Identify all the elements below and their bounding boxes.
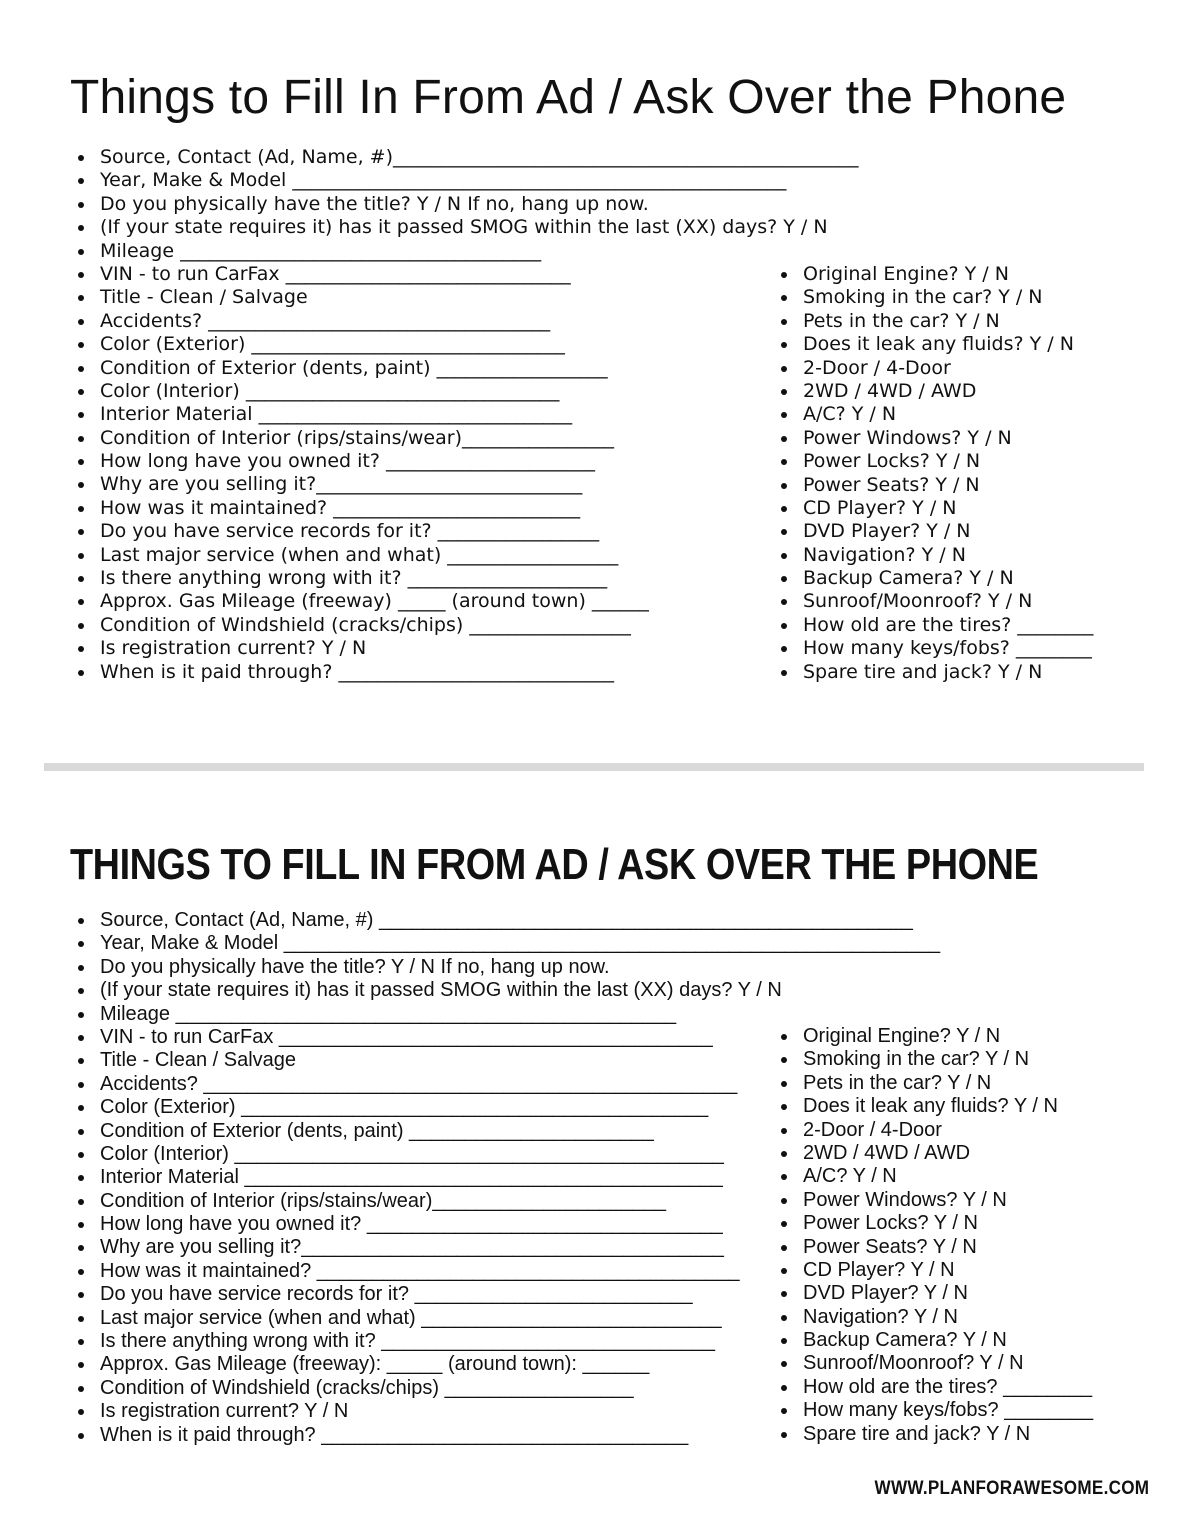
- checklist-item: CD Player? Y / N: [773, 1259, 1093, 1282]
- checklist-item: Does it leak any fluids? Y / N: [773, 333, 1093, 356]
- checklist-item: Spare tire and jack? Y / N: [773, 1423, 1093, 1446]
- checklist-item: Do you have service records for it? _________________: [70, 520, 858, 543]
- checklist-item: Color (Interior) ____________________________________________: [70, 1143, 940, 1166]
- checklist-item: Do you have service records for it? _________________________: [70, 1283, 940, 1306]
- checklist-item: 2-Door / 4-Door: [773, 1119, 1093, 1142]
- checklist-item: How was it maintained? ______________________________________: [70, 1260, 940, 1283]
- checklist-item: Power Locks? Y / N: [773, 1212, 1093, 1235]
- checklist-item: Spare tire and jack? Y / N: [773, 661, 1093, 684]
- checklist-item: Pets in the car? Y / N: [773, 1072, 1093, 1095]
- section-2-title: THINGS TO FILL IN FROM AD / ASK OVER THE PHONE: [70, 840, 1039, 889]
- checklist-item: Power Windows? Y / N: [773, 427, 1093, 450]
- checklist-item: Pets in the car? Y / N: [773, 310, 1093, 333]
- checklist-item: How long have you owned it? ______________________: [70, 450, 858, 473]
- checklist-item: When is it paid through? _________________________________: [70, 1424, 940, 1447]
- checklist-item: Condition of Exterior (dents, paint) ______________________: [70, 1120, 940, 1143]
- checklist-item: Condition of Interior (rips/stains/wear)_____________________: [70, 1190, 940, 1213]
- checklist-item: Navigation? Y / N: [773, 544, 1093, 567]
- checklist-item: Source, Contact (Ad, Name, #) ________________________________________________: [70, 909, 940, 932]
- checklist-item: Sunroof/Moonroof? Y / N: [773, 1352, 1093, 1375]
- checklist-item: Color (Exterior) _________________________________: [70, 333, 858, 356]
- checklist-item: Do you physically have the title? Y / N If no, hang up now.: [70, 956, 940, 979]
- checklist-item: Sunroof/Moonroof? Y / N: [773, 590, 1093, 613]
- checklist-item: How old are the tires? ________: [773, 1376, 1093, 1399]
- checklist-item: Mileage _____________________________________________: [70, 1003, 940, 1026]
- checklist-item: A/C? Y / N: [773, 403, 1093, 426]
- checklist-item: How was it maintained? __________________________: [70, 497, 858, 520]
- checklist-item: Interior Material _________________________________: [70, 403, 858, 426]
- section-divider: [44, 763, 1144, 771]
- checklist-item: Original Engine? Y / N: [773, 263, 1093, 286]
- checklist-item: Power Windows? Y / N: [773, 1189, 1093, 1212]
- checklist-item: Smoking in the car? Y / N: [773, 1048, 1093, 1071]
- checklist-item: Condition of Windshield (cracks/chips) _________________: [70, 1377, 940, 1400]
- checklist-item: Backup Camera? Y / N: [773, 1329, 1093, 1352]
- checklist-item: Backup Camera? Y / N: [773, 567, 1093, 590]
- checklist-item: Do you physically have the title? Y / N If no, hang up now.: [70, 193, 858, 216]
- section-2-right-list: [773, 1025, 1093, 1446]
- checklist-item: Source, Contact (Ad, Name, #)_________________________________________________: [70, 146, 858, 169]
- checklist-item: CD Player? Y / N: [773, 497, 1093, 520]
- checklist-item: DVD Player? Y / N: [773, 520, 1093, 543]
- checklist-item: How long have you owned it? ________________________________: [70, 1213, 940, 1236]
- checklist-item: Why are you selling it?______________________________________: [70, 1236, 940, 1259]
- checklist-item: Accidents? ____________________________________: [70, 310, 858, 333]
- checklist-item: A/C? Y / N: [773, 1165, 1093, 1188]
- checklist-item: 2WD / 4WD / AWD: [773, 380, 1093, 403]
- checklist-item: Does it leak any fluids? Y / N: [773, 1095, 1093, 1118]
- checklist-item: 2WD / 4WD / AWD: [773, 1142, 1093, 1165]
- checklist-item: Color (Exterior) __________________________________________: [70, 1096, 940, 1119]
- section-1-right-list: [773, 263, 1093, 684]
- checklist-item: Power Seats? Y / N: [773, 474, 1093, 497]
- checklist-item: Condition of Interior (rips/stains/wear)________________: [70, 427, 858, 450]
- checklist-item: Approx. Gas Mileage (freeway): _____ (around town): ______: [70, 1353, 940, 1376]
- checklist-item: Year, Make & Model ____________________________________________________: [70, 169, 858, 192]
- checklist-item: VIN - to run CarFax ______________________________: [70, 263, 858, 286]
- checklist-item: Why are you selling it?____________________________: [70, 473, 858, 496]
- checklist-item: Title - Clean / Salvage: [70, 286, 858, 309]
- checklist-item: Condition of Exterior (dents, paint) __________________: [70, 357, 858, 380]
- checklist-item: Power Locks? Y / N: [773, 450, 1093, 473]
- checklist-item: Is registration current? Y / N: [70, 637, 858, 660]
- checklist-item: (If your state requires it) has it passed SMOG within the last (XX) days? Y / N: [70, 979, 940, 1002]
- checklist-item: Color (Interior) _________________________________: [70, 380, 858, 403]
- footer-url: WWW.PLANFORAWESOME.COM: [874, 1478, 1149, 1499]
- checklist-item: (If your state requires it) has it passed SMOG within the last (XX) days? Y / N: [70, 216, 858, 239]
- checklist-item: Title - Clean / Salvage: [70, 1049, 940, 1072]
- checklist-item: Accidents? ________________________________________________: [70, 1073, 940, 1096]
- checklist-item: DVD Player? Y / N: [773, 1282, 1093, 1305]
- checklist-item: Condition of Windshield (cracks/chips) _________________: [70, 614, 858, 637]
- checklist-item: Is there anything wrong with it? _____________________: [70, 567, 858, 590]
- section-1-title: Things to Fill In From Ad / Ask Over the Phone: [70, 71, 1067, 124]
- checklist-item: Interior Material ___________________________________________: [70, 1166, 940, 1189]
- checklist-item: Mileage ______________________________________: [70, 240, 858, 263]
- checklist-item: When is it paid through? _____________________________: [70, 661, 858, 684]
- checklist-item: Is registration current? Y / N: [70, 1400, 940, 1423]
- checklist-item: Approx. Gas Mileage (freeway) _____ (around town) ______: [70, 590, 858, 613]
- checklist-item: Power Seats? Y / N: [773, 1236, 1093, 1259]
- checklist-item: How many keys/fobs? ________: [773, 1399, 1093, 1422]
- checklist-item: Navigation? Y / N: [773, 1306, 1093, 1329]
- checklist-item: How many keys/fobs? ________: [773, 637, 1093, 660]
- checklist-item: Last major service (when and what) __________________: [70, 544, 858, 567]
- checklist-item: Is there anything wrong with it? ______________________________: [70, 1330, 940, 1353]
- checklist-item: How old are the tires? ________: [773, 614, 1093, 637]
- checklist-item: 2-Door / 4-Door: [773, 357, 1093, 380]
- checklist-item: Last major service (when and what) ___________________________: [70, 1307, 940, 1330]
- section-1-left-list: [70, 146, 858, 684]
- checklist-item: Original Engine? Y / N: [773, 1025, 1093, 1048]
- checklist-item: Year, Make & Model ___________________________________________________________: [70, 932, 940, 955]
- checklist-item: Smoking in the car? Y / N: [773, 286, 1093, 309]
- checklist-item: VIN - to run CarFax _______________________________________: [70, 1026, 940, 1049]
